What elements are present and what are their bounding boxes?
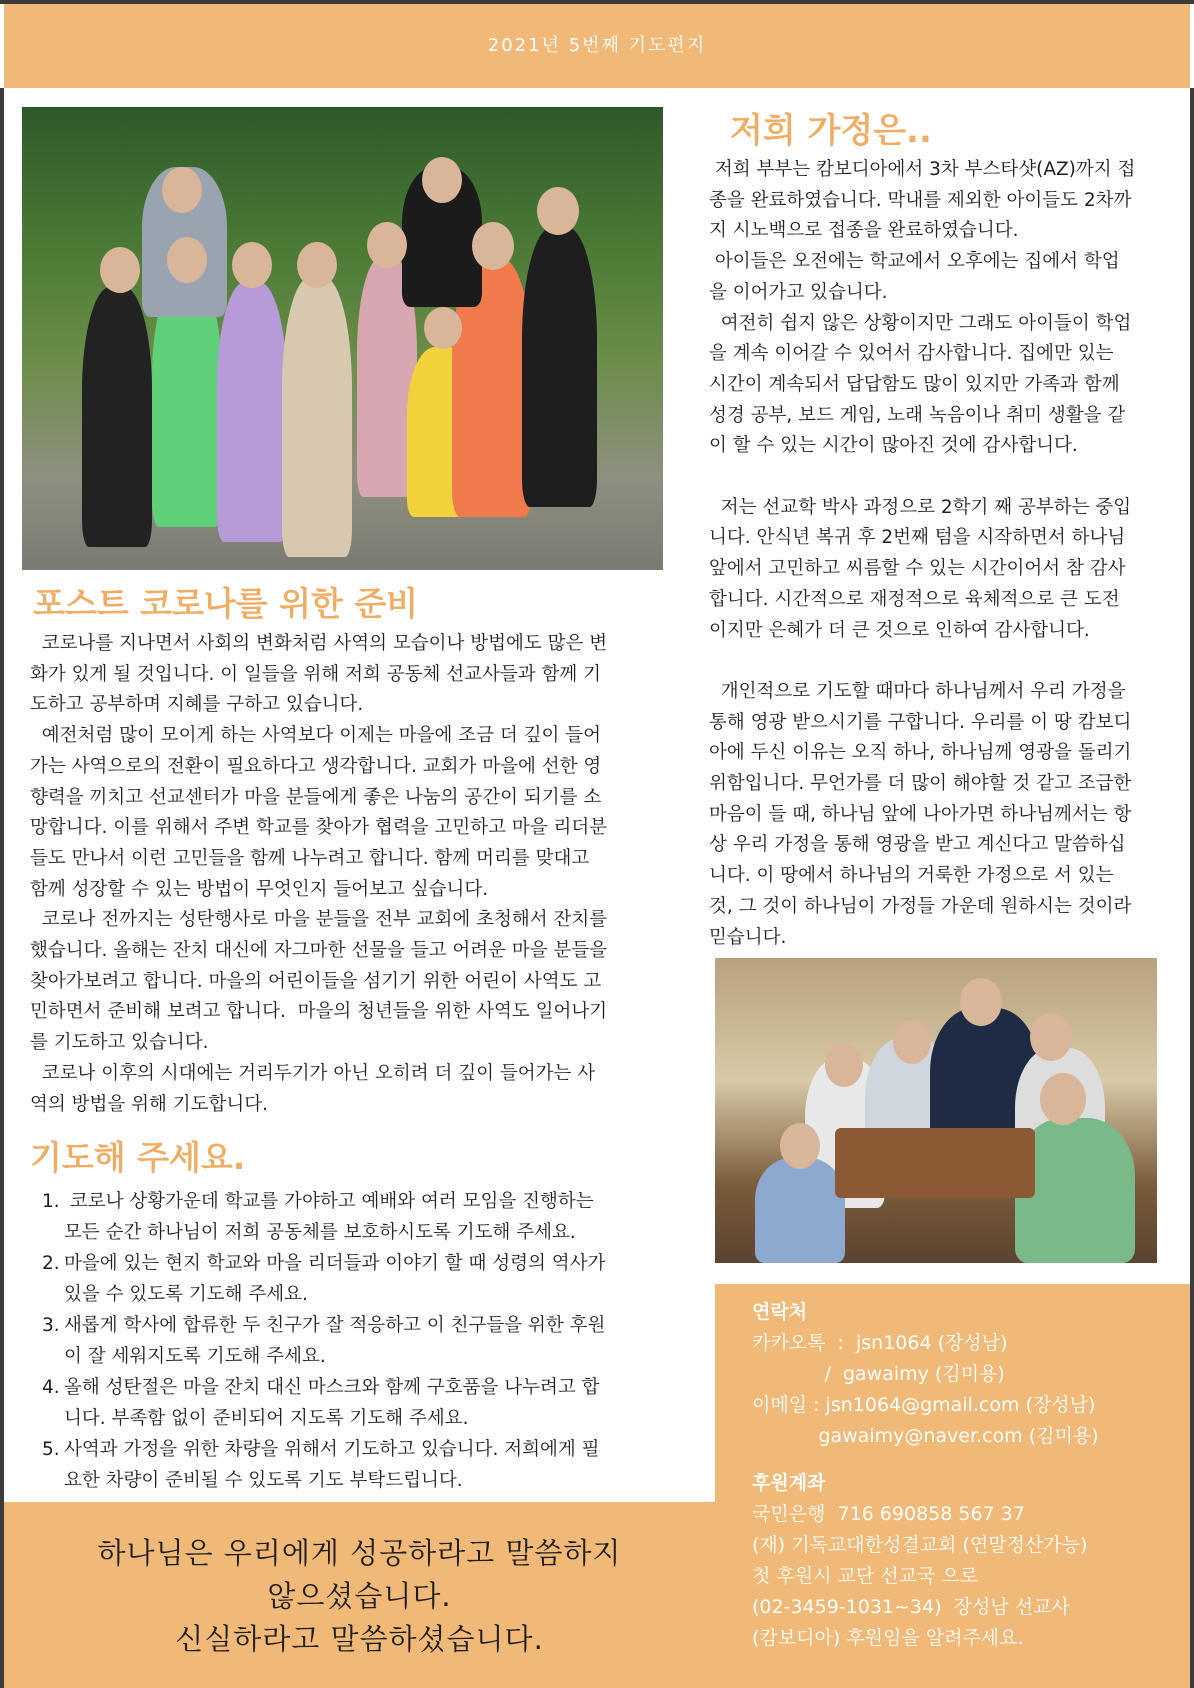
page-header — [4, 4, 1190, 88]
kakao-line: 카카오톡 : jsn1064 (장성남) — [752, 1332, 1008, 1354]
family-text: 저희 부부는 캄보디아에서 3차 부스타샷(AZ)까지 접 종을 완료하였습니다. 막내를 제외한 아이들도 2차까 지 시노백으로 접종을 완료하였습니다. 아이들은 오전에는 학교에서 오후에는 집에서 학업 을 이어가고 있습니다. 여전히 쉽지 않은 상황이지만 그래도 아이들이 학업 을 계속 이어갈 수 있어서 감사합니다. 집에만 있는 시간이 계속되서 답답함도 많이 있지만 가족과 함께 성경 공부, 보드 게임, 노래 녹음이나 취미 생활을 같 이 할 수 있는 시간이 많아진 것에 감사합니다. 저는 선교학 박사 과정으로 2학기 째 공부하는 중입 니다. 안식년 복귀 후 2번째 텀을 시작하면서 하나님 앞에서 고민하고 씨름할 수 있는 시간이어서 참 감사 합니다. 시간적으로 재정적으로 육체적으로 큰 도전 이지만 은혜가 더 큰 것으로 인하여 감사합니다. 개인적으로 기도할 때마다 하나님께서 우리 가정을 통해 영광 받으시기를 구합니다. 우리를 이 땅 캄보디 아에 두신 이유는 오직 하나, 하나님께 영광을 돌리기 위함입니다. 무언가를 더 많이 해야할 것 같고 조급한 마음이 들 때, 하나님 앞에 나아가면 하나님께서는 항 상 우리 가정을 통해 영광을 받고 계신다고 말씀하십 니다. 이 땅에서 하나님의 거룩한 가정으로 서 있는 것, 그 것이 하나님이 가정들 가운데 원하시는 것이라 믿습니다. — [709, 159, 1136, 948]
prayer-item: 1. 코로나 상황가운데 학교를 가야하고 예배와 여러 모임을 진행하는 모든 순간 하나님이 저희 공동체를 보호하시도록 기도해 주세요. — [42, 1191, 594, 1243]
post-corona-text: 코로나를 지나면서 사회의 변화처럼 사역의 모습이나 방법에도 많은 변 화가 있게 될 것입니다. 이 일들을 위해 저희 공동체 선교사들과 함께 기 도하고 공부하며 지혜를 구하고 있습니다. 예전처럼 많이 모이게 하는 사역보다 이제는 마을에 조금 더 깊이 들어 가는 사역으로의 전환이 필요하다고 생각합니다. 교회가 마을에 선한 영 향력을 끼치고 선교센터가 마을 분들에게 좋은 나눔의 공간이 되기를 소 망합니다. 이를 위해서 주변 학교를 찾아가 협력을 고민하고 마을 리더분 들도 만나서 이런 고민들을 함께 나누려고 합니다. 함께 머리를 맞대고 함께 성장할 수 있는 방법이 무엇인지 들어보고 싶습니다. 코로나 전까지는 성탄행사로 마을 분들을 전부 교회에 초청해서 잔치를 했습니다. 올해는 잔치 대신에 자그마한 선물을 들고 어려운 마을 분들을 찾아가보려고 합니다. 마을의 어린이들을 섬기기 위한 어린이 사역도 고 민하면서 준비해 보려고 합니다. 마을의 청년들을 위한 사역도 일어나기 를 기도하고 있습니다. 코로나 이후의 시대에는 거리두기가 아닌 오히려 더 깊이 들어가는 사 역의 방법을 위해 기도합니다. — [30, 633, 608, 1115]
prayer-item: 2. 마을에 있는 현지 학교와 마을 리더들과 이야기 할 때 성령의 역사가 있을 수 있도록 기도해 주세요. — [42, 1253, 606, 1305]
support-note: (캄보디아) 후원임을 알려주세요. — [752, 1627, 1024, 1649]
email-line: 이메일 : jsn1064@gmail.com (장성남) — [752, 1394, 1096, 1416]
prayer-item: 5. 사역과 가정을 위한 차량을 위해서 기도하고 있습니다. 저희에게 필 요한 차량이 준비될 수 있도록 기도 부탁드립니다. — [42, 1439, 600, 1491]
family-photo — [715, 958, 1157, 1263]
contact-title: 연락처 — [752, 1301, 808, 1323]
section-heading-post-corona: 포스트 코로나를 위한 준비 — [33, 584, 419, 623]
page-title: 2021년 5번째 기도편지 — [487, 35, 707, 56]
account-holder: (재) 기독교대한성결교회 (연말정산가능) — [752, 1534, 1088, 1556]
prayer-list — [42, 1186, 682, 1496]
email-line-2: gawaimy@naver.com (김미용) — [752, 1425, 1099, 1447]
right-border — [1190, 88, 1194, 1688]
closing-quote: 하나님은 우리에게 성공하라고 말씀하지 않으셨습니다. 신실하라고 말씀하셨습니다. — [97, 1536, 622, 1656]
support-dept: 첫 후원시 교단 선교국 으로 — [752, 1565, 979, 1587]
support-phone: (02-3459-1031~34) 장성남 선교사 — [752, 1596, 1070, 1618]
section-heading-family: 저희 가정은.. — [730, 111, 932, 151]
left-border — [0, 88, 4, 1688]
group-photo — [22, 107, 663, 570]
prayer-item: 4. 올해 성탄절은 마을 잔치 대신 마스크와 함께 구호품을 나누려고 합 니다. 부족함 없이 준비되어 지도록 기도해 주세요. — [42, 1377, 600, 1429]
contact-info — [752, 1297, 1182, 1654]
bank-account: 국민은행 716 690858 567 37 — [752, 1503, 1025, 1525]
support-title: 후원계좌 — [752, 1472, 826, 1494]
section-heading-prayer: 기도해 주세요. — [30, 1138, 246, 1177]
kakao-line-2: / gawaimy (김미용) — [752, 1363, 1005, 1385]
prayer-item: 3. 새롭게 학사에 합류한 두 친구가 잘 적응하고 이 친구들을 위한 후원 이 잘 세워지도록 기도해 주세요. — [42, 1315, 606, 1367]
